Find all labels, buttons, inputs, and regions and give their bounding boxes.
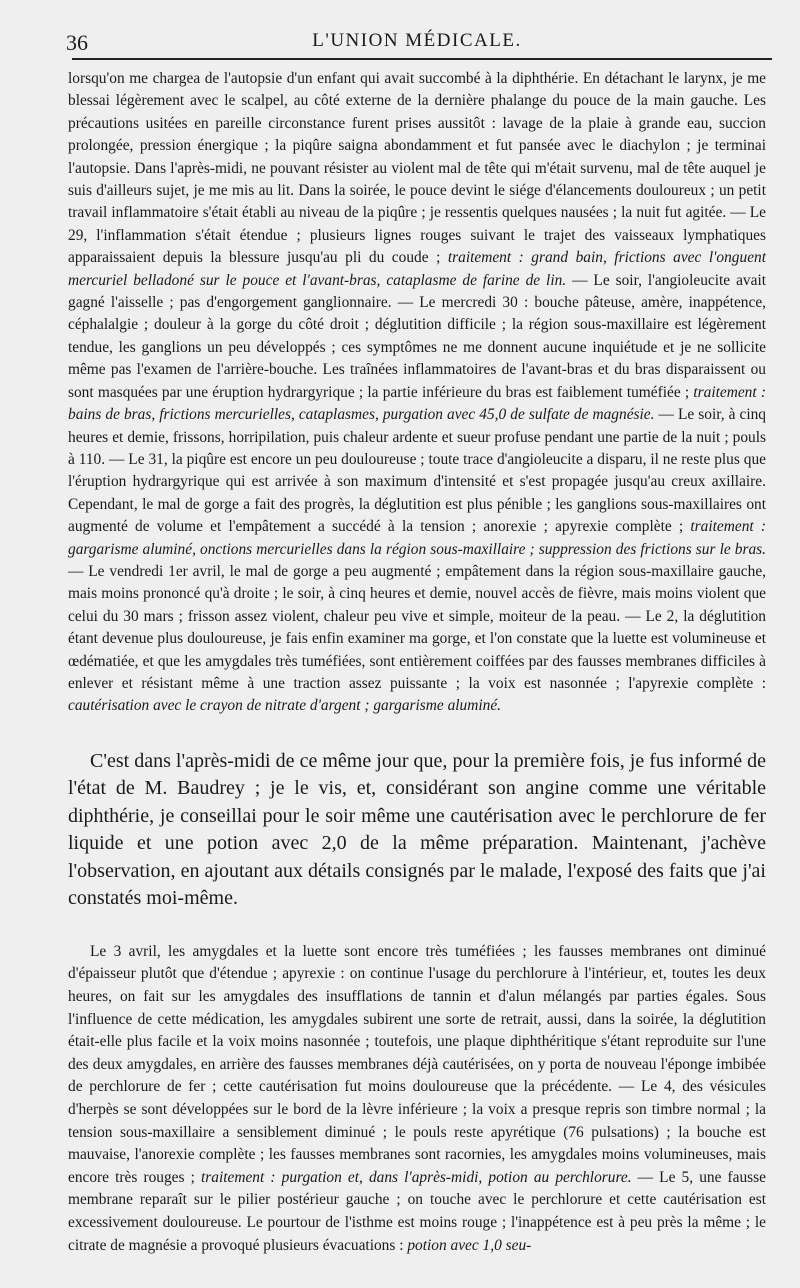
italic-treatment: cautérisation avec le crayon de nitrate d'argent ; gargarisme aluminé. — [68, 697, 502, 715]
italic-treatment: traitement : bains de bras, frictions mercurielles, cataplasmes, purgation avec 45,0 de sulfate de magnésie. — [68, 383, 766, 424]
text-run: lorsqu'on me chargea de l'autopsie d'un enfant qui avait succombé à la diphthérie. En détachant le larynx, je me blessai légèrement avec le scalpel, au côté externe de la dernière phalange du pouce de la main gauche. Les précautions usitées en pareille circonstance furent prises aussitôt : lavage de la plaie à grande eau, succion prolongée, pression énergique ; la piqûre saigna abondamment et fut pansée avec le diachylon ; je terminai l'autopsie. Dans l'après-midi, ne pouvant résister au violent mal de tête qui m'était survenu, mal de tête auquel je suis d'ailleurs sujet, je me mis au lit. Dans la soirée, le pouce devint le siége d'élancements douloureux ; un petit travail inflammatoire s'était établi au niveau de la piqûre ; je ressentis quelques nausées ; la nuit fut agitée. — Le 29, l'inflammation s'était étendue ; plusieurs lignes rouges suivant le trajet des vaisseaux lymphatiques apparaissaient depuis la blessure jusqu'au pli du coude ; — [68, 70, 766, 267]
italic-treatment: potion avec 1,0 seu- — [407, 1236, 532, 1254]
paragraph-april-course — [68, 941, 766, 1257]
text-run: Le 3 avril, les amygdales et la luette sont encore très tuméfiées ; les fausses membranes ont diminué d'épaisseur plutôt que d'étendue ; apyrexie : on continue l'usage du perchlorure à l'intérieur, et, toutes les deux heures, on fait sur les amygdales des insufflations de tannin et d'alun mélangés par parties égales. Sous l'influence de cette médication, les amygdales subirent une sorte de retrait, aussi, dans la soirée, la déglutition était-elle plus facile et la voix moins nasonnée ; toutefois, une plaque diphthéritique s'étant reproduite sur l'une des deux amygdales, en arrière des fausses membranes déjà cautérisées, on y porta de nouveau l'éponge imbibée de perchlorure de fer ; cette cautérisation fut moins douloureuse que la précédente. — Le 4, des vésicules d'herpès se sont développées sur le bord de la lèvre inférieure ; la voix a presque repris son timbre normal ; la tension sous-maxillaire a sensiblement diminué ; le pouls reste apyrétique (76 pulsations) ; la bouche est mauvaise, l'anorexie complète ; les fausses membranes sont racornies, les amygdales moins volumineuses, mais encore très rouges ; — [68, 942, 766, 1186]
paragraph-autopsy-account — [68, 68, 766, 718]
italic-treatment: traitement : grand bain, frictions avec l'onguent mercuriel belladoné sur le pouce et l'avant-bras, cataplasme de farine de lin. — [68, 249, 766, 289]
page-header — [68, 22, 766, 58]
text-run: — Le vendredi 1er avril, le mal de gorge a peu augmenté ; empâtement dans la région sous-maxillaire gauche, mais moins prononcé qu'à droite ; le soir, à cinq heures et demie, nouvel accès de fièvre, mais moins violent que celui du 30 mars ; frisson assez violent, chaleur peu vive et simple, moiteur de la peau. — Le 2, la déglutition étant devenue plus douloureuse, je fais enfin examiner ma gorge, et l'on constate que la luette est volumineuse et œdématiée, et que les amygdales très tuméfiées, sont entièrement coiffées par des fausses membranes difficiles à enlever et résistant même à une traction assez puissante ; la voix est nasonnée ; l'apyrexie complète : — [68, 562, 766, 692]
running-title: L'UNION MÉDICALE. — [312, 30, 522, 51]
page-number: 36 — [66, 30, 88, 55]
paragraph-author-note: C'est dans l'après-midi de ce même jour que, pour la première fois, je fus informé de l'état de M. Baudrey ; je le vis, et, considérant son angine comme une véritable diphthérie, je conseillai pour le soir même une cautérisation avec le perchlorure de fer liquide et une potion avec 2,0 de la même préparation. Maintenant, j'achève l'observation, en ajoutant aux détails consignés par le malade, l'exposé des faits que j'ai constatés moi-même. — [68, 749, 766, 910]
italic-treatment: traitement : purgation et, dans l'après-midi, potion au perchlorure. — [201, 1168, 632, 1186]
text-run: — Le 5, une fausse membrane reparaît sur le pilier postérieur gauche ; on touche avec le perchlorure et cette cautérisation est excessivement douloureuse. Le pourtour de l'isthme est moins rouge ; l'inappétence est à peu près la même ; le citrate de magnésie a provoqué plusieurs évacuations : — [68, 1168, 766, 1254]
text-run: — Le soir, à cinq heures et demie, frissons, horripilation, puis chaleur ardente et sueur profuse pendant une partie de la nuit ; pouls à 110. — Le 31, la piqûre est encore un peu douloureuse ; toute trace d'angioleucite a disparu, il ne reste plus que l'éruption hydrargyrique qui est arrivée à son maximum d'intensité et s'est propagée jusqu'au creux axillaire. Cependant, le mal de gorge a fait des progrès, la déglutition est plus pénible ; les ganglions sous-maxillaires ont augmenté de volume et l'empâtement a succédé à la tension ; anorexie ; apyrexie complète ; — [68, 406, 767, 536]
header-rule — [72, 58, 772, 60]
text-run: — Le soir, l'angioleucite avait gagné l'aisselle ; pas d'engorgement ganglionnaire. — Le mercredi 30 : bouche pâteuse, amère, inappétence, céphalalgie ; douleur à la gorge du côté droit ; déglutition difficile ; la région sous-maxillaire est légèrement tendue, les ganglions un peu développés ; ces symptômes ne me donnent aucune inquiétude et je ne sollicite même pas l'examen de l'arrière-bouche. Les traînées inflammatoires de l'avant-bras et du bras disparaissent ou sont masquées par une éruption hydrargyrique ; la partie inférieure du bras est faiblement tuméfiée ; — [68, 271, 766, 401]
italic-treatment: traitement : gargarisme aluminé, onctions mercurielles dans la région sous-maxillaire ; suppression des frictions sur le bras. — [68, 518, 767, 558]
